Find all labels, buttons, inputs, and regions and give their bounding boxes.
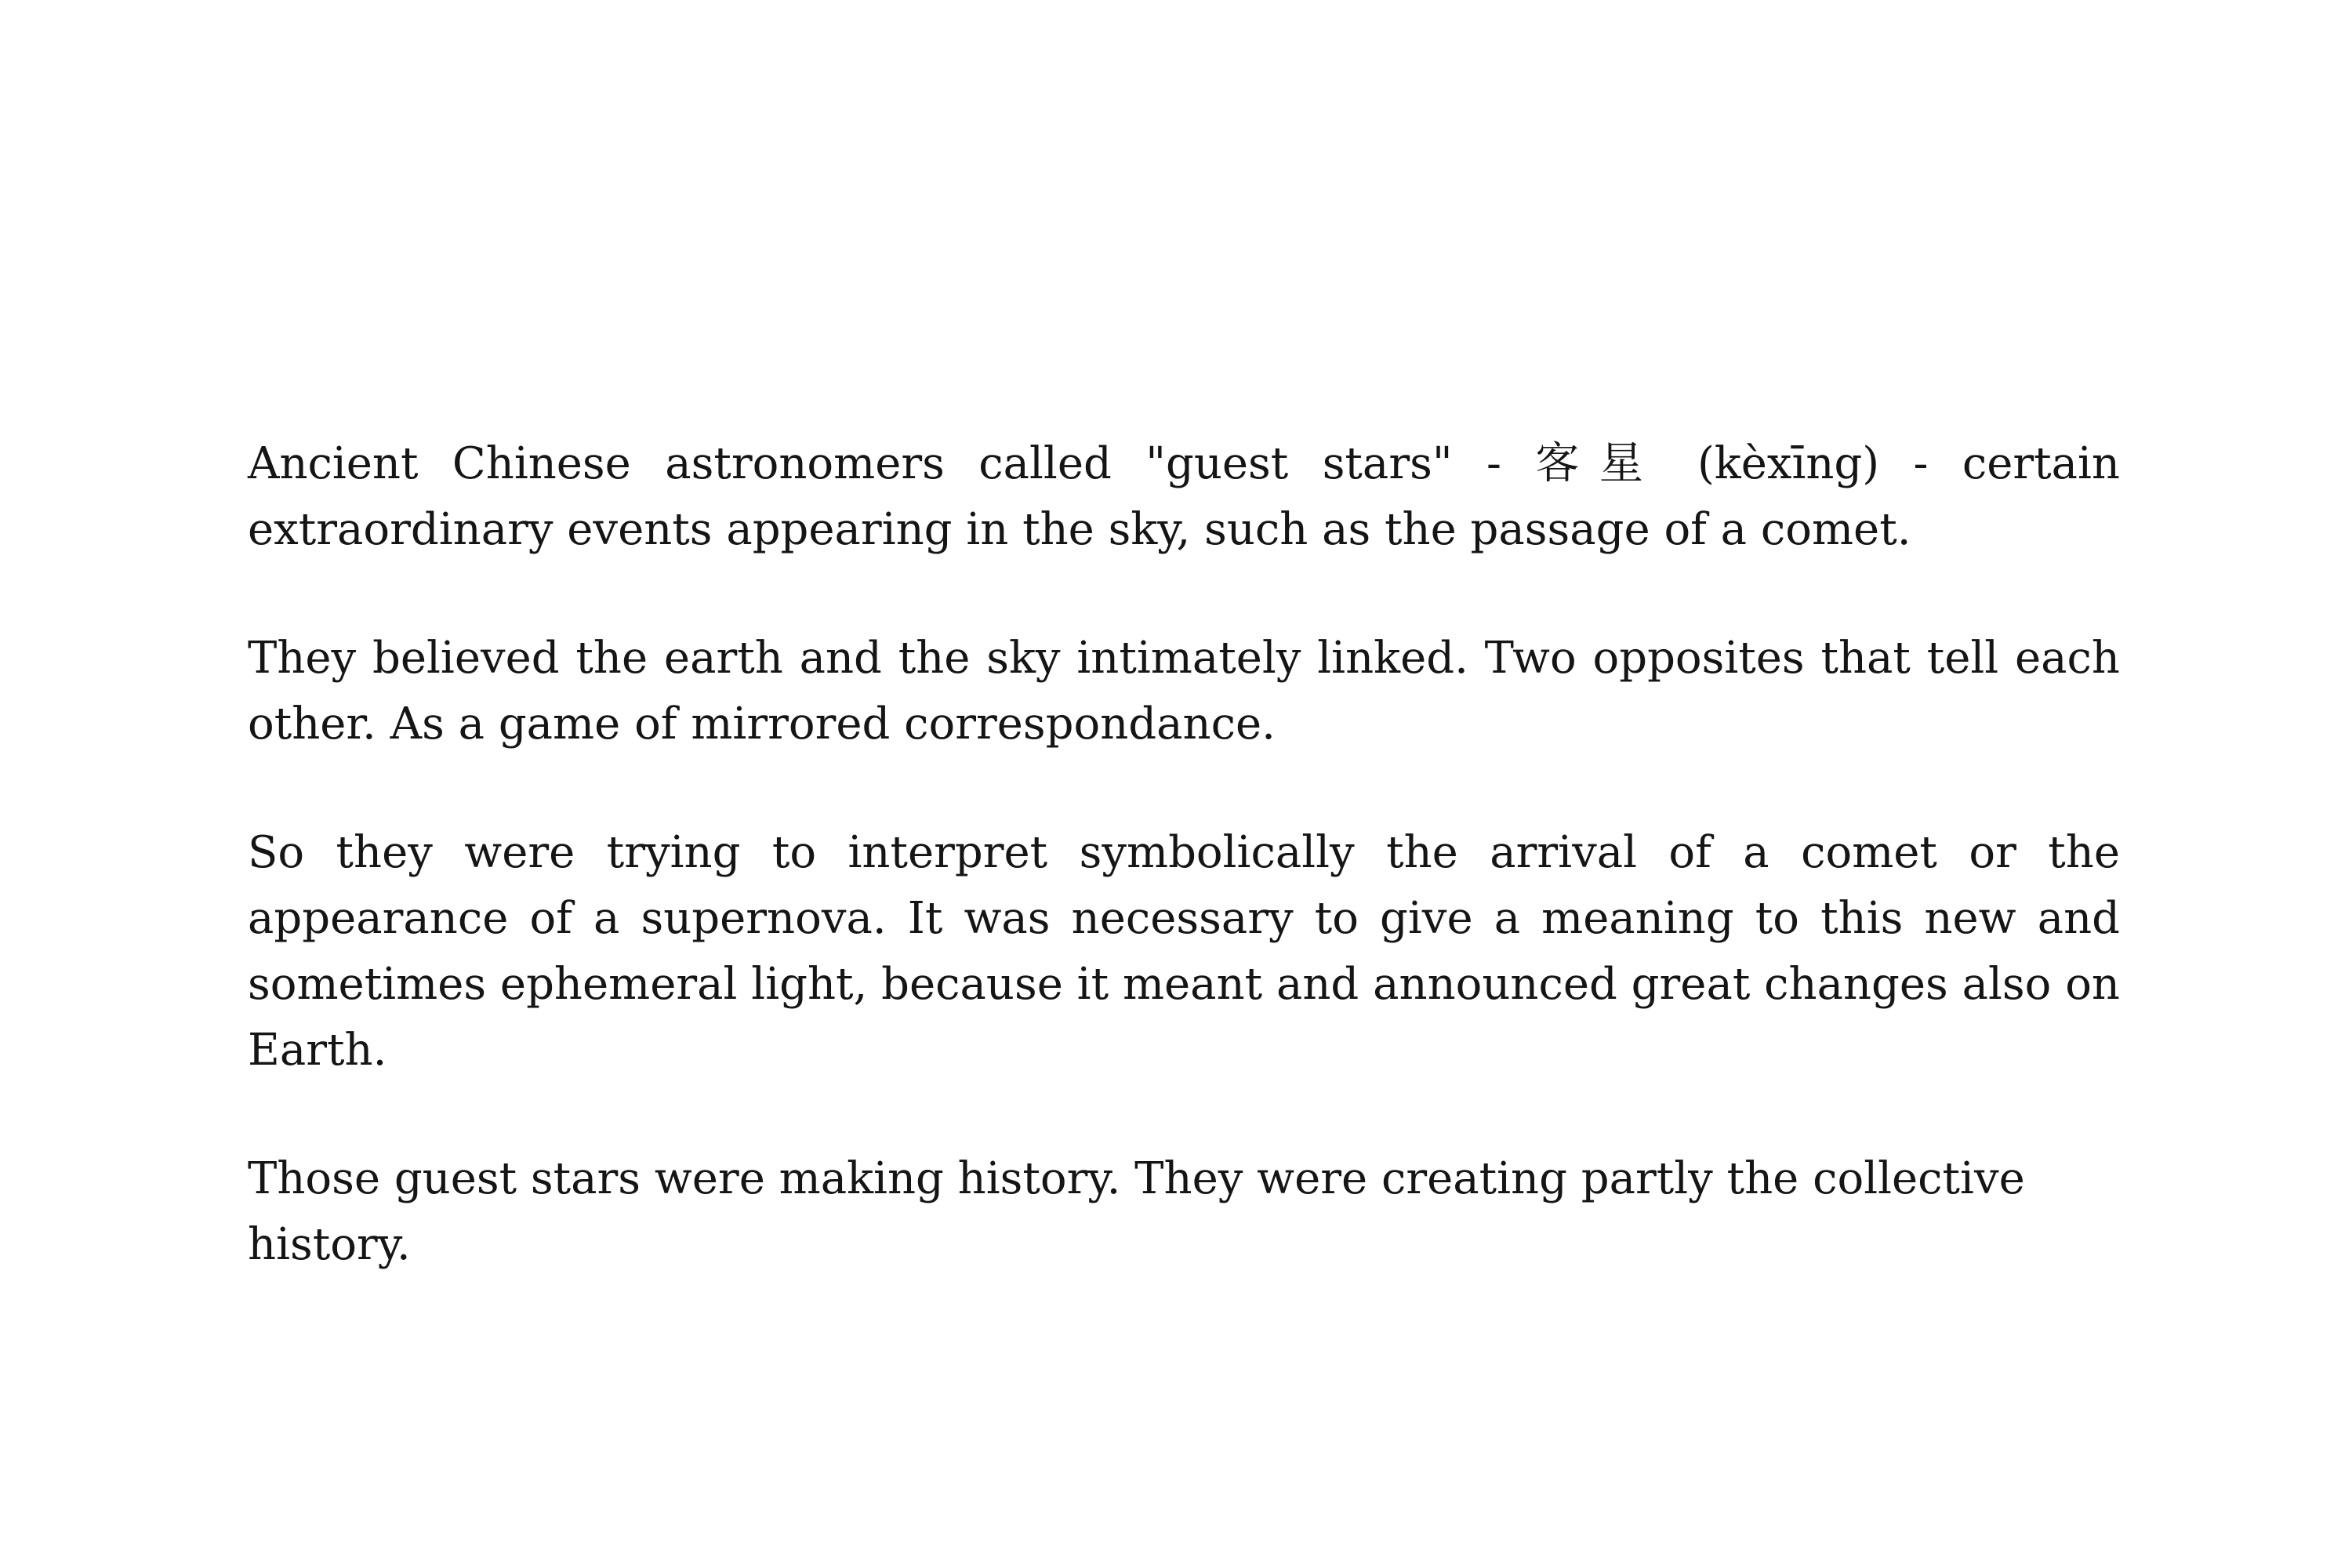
paragraph-history: Those guest stars were making history. They were creating partly the collective history.: [248, 1153, 2025, 1270]
paragraph-guest-stars: Ancient Chinese astronomers called "guest stars" - 客星 (kèxīng) - certain extraordinary events appearing in the sky, such as the passage of a comet.: [248, 438, 2120, 555]
paragraph-interpretation: So they were trying to interpret symbolically the arrival of a comet or the appearance of a supernova. It was necessary to give a meaning to this new and sometimes ephemeral light, because it meant and announced great changes also on Earth.: [248, 827, 2120, 1076]
paragraph-earth-sky: They believed the earth and the sky intimately linked. Two opposites that tell each other. As a game of mirrored correspondance.: [248, 633, 2120, 750]
document-body: [248, 431, 2120, 1278]
